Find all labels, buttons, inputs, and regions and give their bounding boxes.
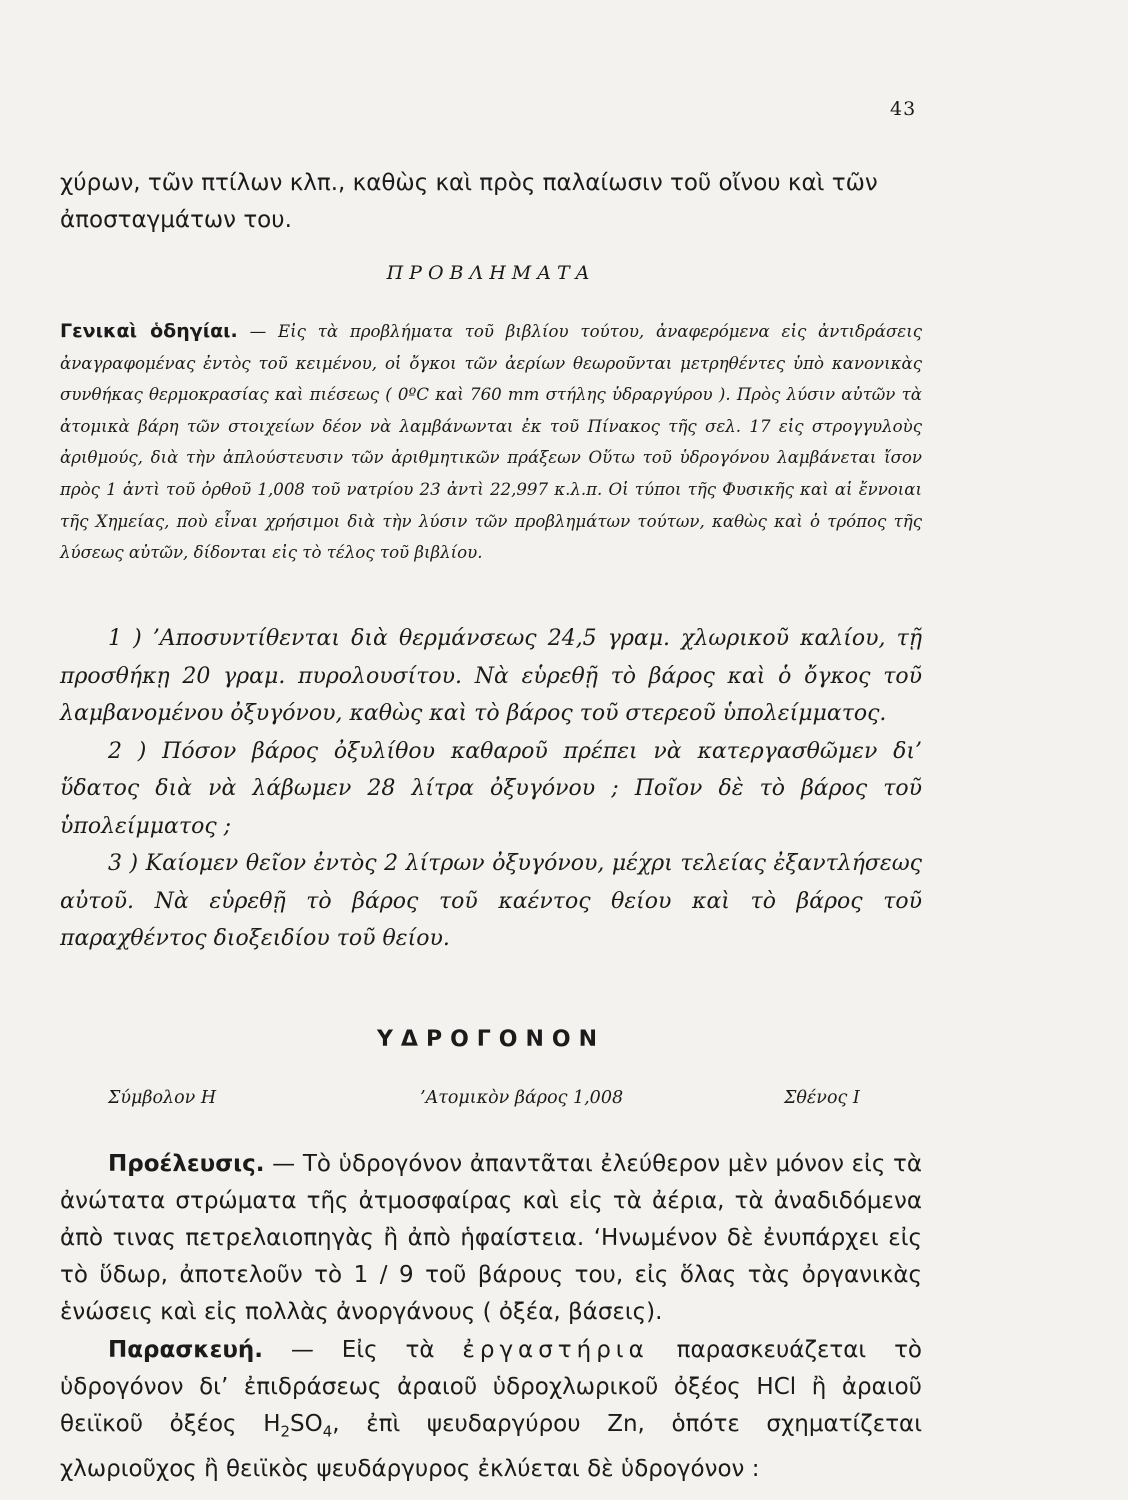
- preparation-lead: — Εἰς τὰ: [290, 1337, 435, 1363]
- general-instructions-label: Γενικαὶ ὁδηγίαι.: [60, 320, 238, 342]
- problems-heading: ΠΡΟΒΛΗΜΑΤΑ: [386, 262, 596, 284]
- origin-label: Προέλευσις.: [108, 1151, 265, 1177]
- element-symbol: Σύμβολον Η: [108, 1088, 217, 1108]
- intro-line: ἀποσταγμάτων του.: [60, 207, 292, 233]
- problem-item: 1 ) ’Αποσυντίθενται διὰ θερμάνσεως 24,5 γραμ. χλωρικοῦ καλίου, τῇ προσθήκῃ 20 γραμ. πυρολουσίτου. Νὰ εὑρεθῇ τὸ βάρος καὶ ὁ ὄγκος τοῦ λαμβανομένου ὀξυγόνου, καθὼς καὶ τὸ βάρος τοῦ στερεοῦ ὑπολείμματος.: [60, 626, 922, 726]
- preparation-text: παρασκευάζεται τὸ ὑδρογόνον δι’ ἐπιδράσεως ἀραιοῦ ὑδροχλωρικοῦ ὀξέος HCl ἢ ἀραιοῦ θειϊκοῦ ὀξέος H: [60, 1337, 922, 1437]
- problem-item: 2 ) Πόσον βάρος ὀξυλίθου καθαροῦ πρέπει νὰ κατεργασθῶμεν δι’ ὕδατος διὰ νὰ λάβωμεν 28 λίτρα ὀξυγόνου ; Ποῖον δὲ τὸ βάρος τοῦ ὑπολείμματος ;: [60, 738, 922, 839]
- general-instructions-text: — Εἰς τὰ προβλήματα τοῦ βιβλίου τούτου, ἀναφερόμενα εἰς ἀντιδράσεις ἀναγραφομένας ἐντὸς τοῦ κειμένου, οἱ ὄγκοι τῶν ἀερίων θεωροῦνται μετρηθέντες ὑπὸ κανονικὰς συνθήκας θερμοκρασίας καὶ πιέσεως ( 0ºC καὶ 760 mm στήλης ὑδραργύρου ). Πρὸς λύσιν αὐτῶν τὰ ἀτομικὰ βάρη τῶν στοιχείων δέον νὰ λαμβάνωνται ἐκ τοῦ Πίνακος τῆς σελ. 17 εἰς στρογγυλοὺς ἀριθμούς, διὰ τὴν ἁπλούστευσιν τῶν ἀριθμητικῶν πράξεων Οὕτω τοῦ ὑδρογόνου λαμβάνεται ἴσον πρὸς 1 ἀντὶ τοῦ ὀρθοῦ 1,008 τοῦ νατρίου 23 ἀντὶ 22,997 κ.λ.π. Οἱ τύποι τῆς Φυσικῆς καὶ αἱ ἔννοιαι τῆς Χημείας, ποὺ εἶναι χρήσιμοι διὰ τὴν λύσιν τῶν προβλημάτων τούτων, καθὼς καὶ ὁ τρόπος τῆς λύσεως αὐτῶν, δίδονται εἰς τὸ τέλος τοῦ βιβλίου.: [60, 322, 922, 563]
- preparation-text: SO: [290, 1411, 323, 1437]
- preparation-label: Παρασκευή.: [108, 1337, 264, 1363]
- origin-paragraph: [60, 1146, 922, 1331]
- atomic-weight: ’Ατομικὸν βάρος 1,008: [420, 1088, 624, 1108]
- problem-item: 3 ) Καίομεν θεῖον ἐντὸς 2 λίτρων ὀξυγόνου, μέχρι τελείας ἐξαντλήσεως αὐτοῦ. Νὰ εὑρεθῇ τὸ βάρος τοῦ καέντος θείου καὶ τὸ βάρος τοῦ παραχθέντος διοξειδίου τοῦ θείου.: [60, 851, 922, 951]
- hydrogen-heading: ΥΔΡΟΓΟΝΟΝ: [376, 1027, 606, 1052]
- subscript: 4: [322, 1422, 333, 1441]
- subscript: 2: [280, 1422, 291, 1441]
- valence: Σθένος Ι: [784, 1088, 860, 1108]
- problems-list: [60, 620, 922, 958]
- preparation-paragraph: [60, 1332, 922, 1488]
- general-instructions: [60, 316, 922, 569]
- intro-line: χύρων, τῶν πτίλων κλπ., καθὼς καὶ πρὸς παλαίωσιν τοῦ οἴνου καὶ τῶν: [60, 170, 878, 196]
- origin-text: — Τὸ ὑδρογόνον ἀπαντᾶται ἐλεύθερον μὲν μόνον εἰς τὰ ἀνώτατα στρώματα τῆς ἀτμοσφαίρας καὶ εἰς τὰ ἀέρια, τὰ ἀναδιδόμενα ἀπὸ τινας πετρελαιοπηγὰς ἢ ἀπὸ ἡφαίστεια. ‘Ηνωμένον δὲ ἐνυπάρχει εἰς τὸ ὕδωρ, ἀποτελοῦν τὸ 1 / 9 τοῦ βάρους του, εἰς ὅλας τὰς ὀργανικὰς ἑνώσεις καὶ εἰς πολλὰς ἀνοργάνους ( ὀξέα, βάσεις).: [60, 1151, 923, 1325]
- element-info-row: [108, 1088, 908, 1118]
- preparation-spaced-word: ἐργαστήρια: [462, 1337, 649, 1363]
- intro-paragraph: [60, 165, 922, 239]
- preparation-text: , ἐπὶ ψευδαργύρου Zn, ὁπότε σχηματίζεται χλωριοῦχος ἢ θειϊκὸς ψευδάργυρος ἐκλύεται δὲ ὑδρογόνον :: [60, 1411, 922, 1482]
- page-number: 43: [890, 98, 917, 120]
